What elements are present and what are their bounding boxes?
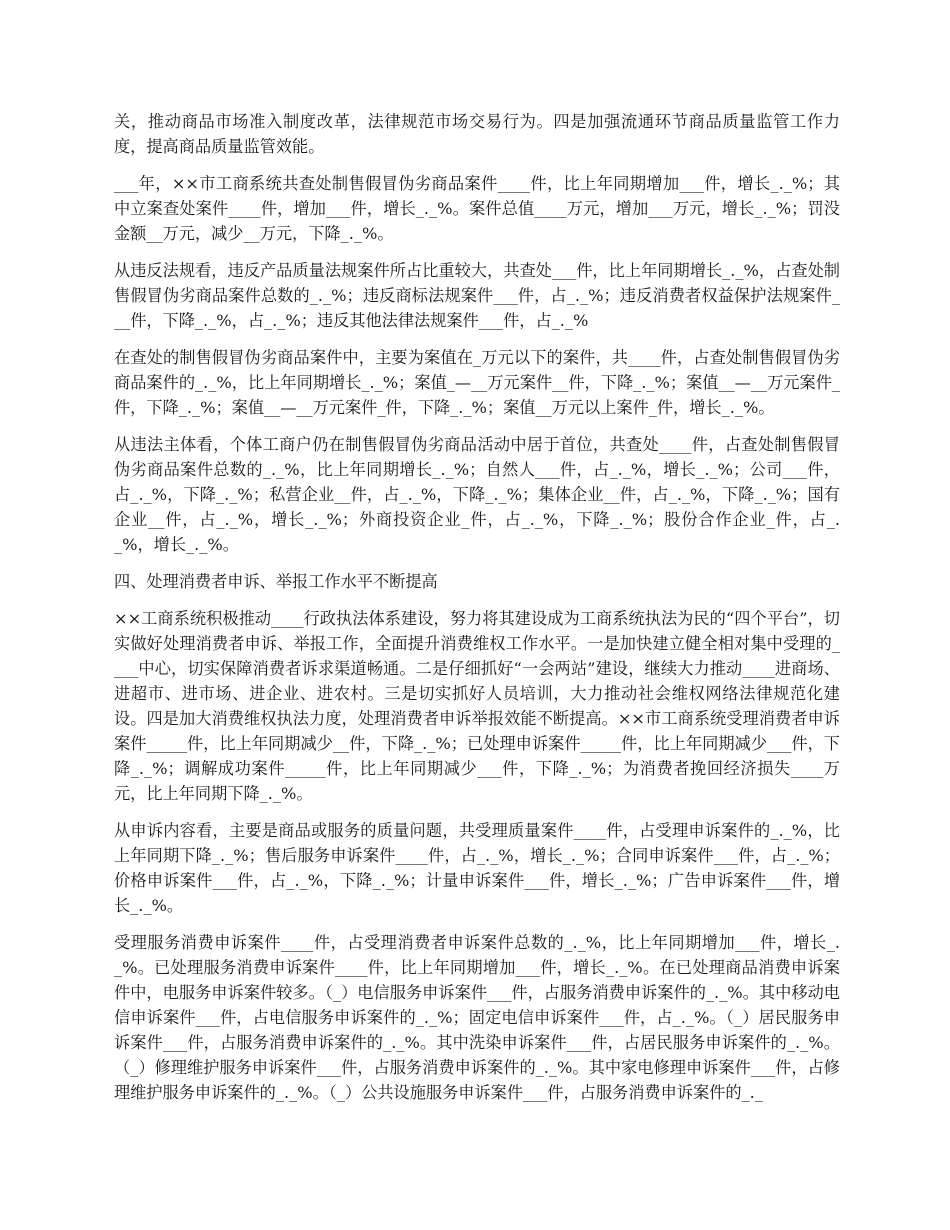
- paragraph-case-value-ranges: 在查处的制售假冒伪劣商品案件中，主要为案值在_万元以下的案件，共____件，占查处制售假冒伪劣商品案件的_._%，比上年同期增长_._%；案值_—__万元案件__件，下降_._%；案值__—__万元案件_件，下降_._%；案值__—__万元案件_件，下降_._%；案值__万元以上案件_件，增长_._%。: [114, 348, 840, 417]
- paragraph-intro-continuation: 关，推动商品市场准入制度改革，法律规范市场交易行为。四是加强流通环节商品质量监管工作力度，提高商品质量监管效能。: [114, 112, 840, 156]
- paragraph-offender-types: 从违法主体看，个体工商户仍在制售假冒伪劣商品活动中居于首位，共查处____件，占查处制售假冒伪劣商品案件总数的_._%，比上年同期增长_._%；自然人___件，占_._%，增长_._%；公司___件，占_._%，下降_._%；私营企业__件，占_._%，下降_._%；集体企业__件，占_._%，下降_._%；国有企业__件，占_._%，增长_._%；外商投资企业_件，占_._%，下降_._%；股份合作企业_件，占_._%，增长_._%。: [114, 435, 840, 554]
- paragraph-case-totals: ___年，××市工商系统共查处制售假冒伪劣商品案件____件，比上年同期增加___件，增长_._%；其中立案查处案件____件，增加___件，增长_._%。案件总值____万元，增加___万元，增长_._%；罚没金额__万元，减少__万元，下降_._%。: [114, 174, 840, 243]
- paragraph-violated-regulations: 从违反法规看，违反产品质量法规案件所占比重较大，共查处___件，比上年同期增长_._%，占查处制售假冒伪劣商品案件总数的_._%；违反商标法规案件___件，占_._%；违反消费者权益保护法规案件___件，下降_._%，占_._%；违反其他法律法规案件___件，占_._%: [114, 261, 840, 330]
- paragraph-consumer-rights-work: ××工商系统积极推动____行政执法体系建设，努力将其建设成为工商系统执法为民的“四个平台”，切实做好处理消费者申诉、举报工作，全面提升消费维权工作水平。一是加快建立健全相对集中受理的____中心，切实保障消费者诉求渠道畅通。二是仔细抓好“一会两站”建设，继续大力推动____进商场、进超市、进市场、进企业、进农村。三是切实抓好人员培训，大力推动社会维权网络法律规范化建设。四是加大消费维权执法力度，处理消费者申诉举报效能不断提高。××市工商系统受理消费者申诉案件_____件，比上年同期减少__件，下降_._%；已处理申诉案件_____件，比上年同期减少___件，下降_._%；调解成功案件_____件，比上年同期减少___件，下降_._%；为消费者挽回经济损失____万元，比上年同期下降_._%。: [114, 609, 840, 803]
- paragraph-service-complaints: 受理服务消费申诉案件____件，占受理消费者申诉案件总数的_._%，比上年同期增加___件，增长_._%。已处理服务消费申诉案件____件，比上年同期增加___件，增长_._%。在已处理商品消费申诉案件中，电服务申诉案件较多。（_）电信服务申诉案件___件，占服务消费申诉案件的_._%。其中移动电信申诉案件___件，占电信服务申诉案件的_._%；固定电信申诉案件___件，占_._%。（_）居民服务申诉案件___件，占服务消费申诉案件的_._%。其中洗染申诉案件___件，占居民服务申诉案件的_._%。（_）修理维护服务申诉案件___件，占服务消费申诉案件的_._%。其中家电修理申诉案件___件，占修理维护服务申诉案件的_._%。（_）公共设施服务申诉案件___件，占服务消费申诉案件的_._: [114, 933, 840, 1102]
- section-heading-consumer-complaints: 四、处理消费者申诉、举报工作水平不断提高: [114, 572, 438, 591]
- paragraph-complaint-content: 从申诉内容看，主要是商品或服务的质量问题，共受理质量案件____件，占受理申诉案件的_._%，比上年同期下降_._%；售后服务申诉案件____件，占_._%，增长_._%；合同申诉案件___件，占_._%；价格申诉案件___件，占_._%，下降_._%；计量申诉案件___件，增长_._%；广告申诉案件___件，增长_._%。: [114, 821, 840, 915]
- document-body: [114, 109, 840, 1117]
